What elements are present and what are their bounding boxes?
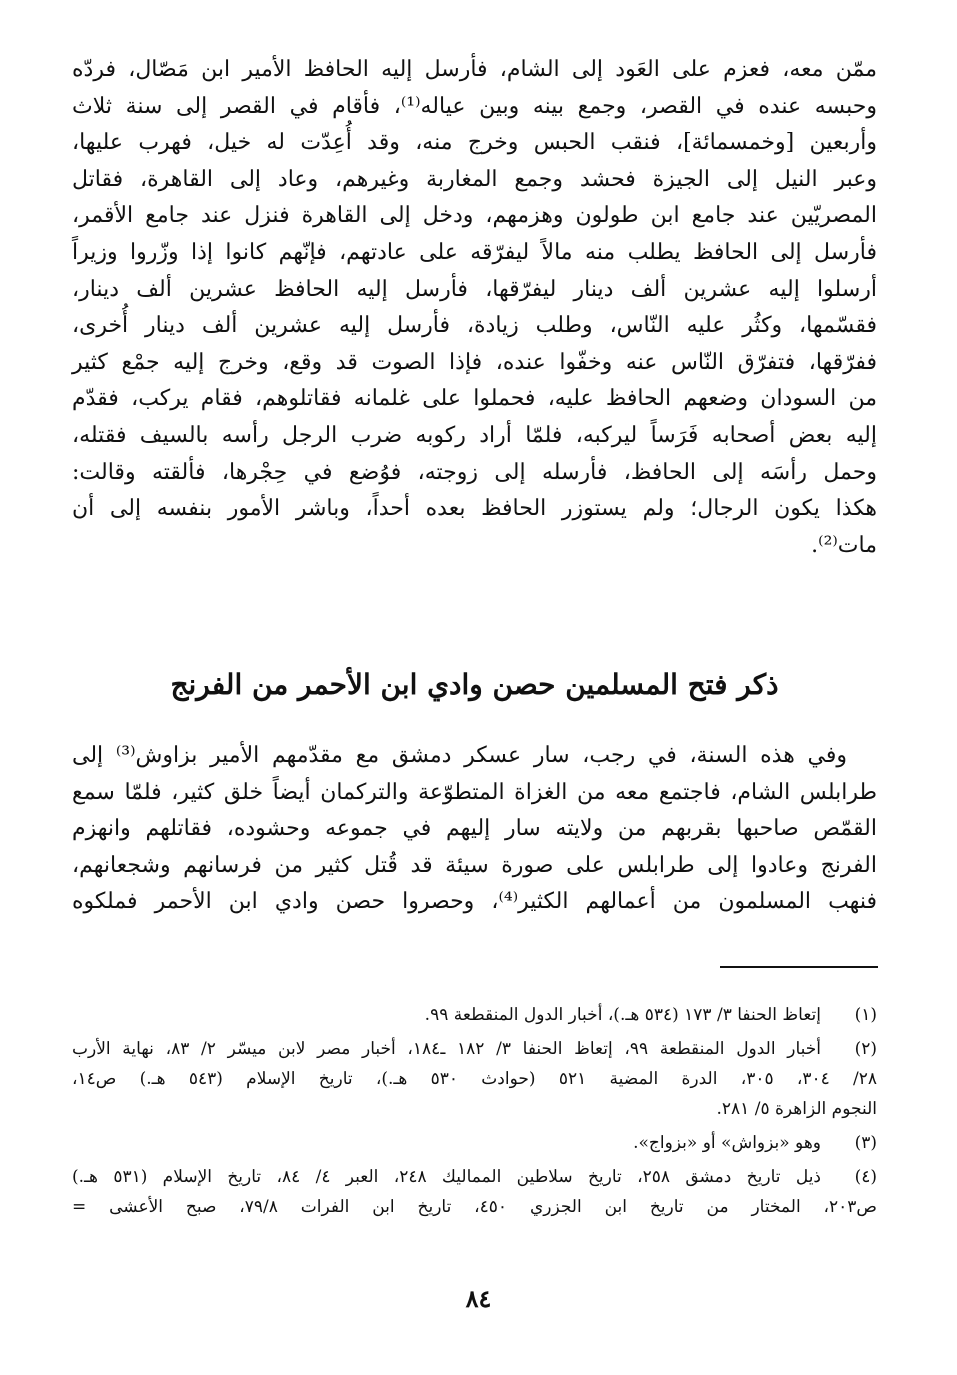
footnote — [72, 1128, 877, 1158]
section-heading: ذكر فتح المسلمين حصن وادي ابن الأحمر من الفرنج — [170, 668, 779, 701]
text-line: المصريّين عند جامع ابن طولون وهزمهم، ودخل إلى القاهرة فنزل عند جامع الأقمر، — [72, 203, 877, 229]
body-paragraph-2 — [72, 738, 877, 921]
footnote-line: وهو «بزواش» أو «بزواج». — [633, 1133, 821, 1153]
footnote-line: ٢٨/ ٣٠٤، ٣٠٥، الدرة المضية ٥٢١ (حوادث ٥٣٠ هـ.)، تاريخ الإسلام (٥٤٣ هـ.) ص١٤، — [72, 1069, 878, 1089]
text-line: مات⁽²⁾. — [811, 532, 877, 558]
text-line: وفي هذه السنة، في رجب، سار عسكر دمشق مع مقدّمهم الأمير بزاوش⁽³⁾ إلى — [72, 743, 847, 768]
footnote-line: ذيل تاريخ دمشق ٢٥٨، تاريخ سلاطين المماليك ٢٤٨، العبر ٤/ ٨٤، تاريخ الإسلام (٥٣١ هـ.) — [72, 1167, 821, 1187]
footnote — [72, 1162, 877, 1222]
text-line: ففرّقها، فتفرّق النّاس عنه وخفّوا عنده، فإذا الصوت قد وقع، وخرج إليه جمْع كثير — [72, 349, 877, 375]
text-line: هكذا يكون الرجال؛ ولم يستوزر الحافظ بعده أحداً، وباشر الأمور بنفسه إلى أن — [72, 496, 877, 522]
footnote-separator — [720, 966, 878, 968]
footnote-text — [72, 1034, 878, 1124]
text-line: ممّن معه، فعزم على العَود إلى الشام، فأرسل إليه الحافظ الأمير ابن مَصّال، فردّه — [72, 57, 877, 82]
text-line: من السودان وضعهم الحافظ عليه، فحملوا على غلمانه فقاتلوهم، فقام يركب، فقدّم — [72, 386, 877, 412]
footnote-number: (٣) — [854, 1133, 877, 1153]
footnote — [72, 1034, 877, 1124]
footnote-line: ص٢٠٣، المختار من تاريخ ابن الجزري ٤٥٠، تاريخ ابن الفرات ٧٩/٨، صبح الأعشى = — [72, 1197, 877, 1217]
text-line: وأربعين [وخمسمائة]، فنقب الحبس وخرج منه، وقد أُعِدّت له خيل، فهرب عليها، — [72, 130, 877, 156]
text-line: طرابلس الشام، فاجتمع معه من الغزاة المتطوّعة والتركمان أيضاً خلق كثير، فلمّا سمع — [72, 779, 877, 805]
footnote — [72, 1000, 877, 1030]
footnote-line: إتعاظ الحنفا ٣/ ١٧٣ (٥٣٤ هـ.)، أخبار الدول المنقطعة ٩٩. — [424, 1005, 821, 1025]
footnote-text — [72, 1000, 821, 1030]
page-number: ٨٤ — [465, 1284, 492, 1313]
text-line: الفرنج وعادوا إلى طرابلس على صورة سيئة قد قُتل كثير من فرسانهم وشجعانهم، — [72, 852, 877, 878]
footnote-text — [72, 1162, 877, 1222]
text-line: أرسلوا إليه عشرين ألف دينار ليفرّقها، فأرسل إليه الحافظ عشرين ألف دينار، — [72, 276, 877, 302]
footnote-text — [72, 1128, 821, 1158]
footnote-number: (١) — [854, 1005, 877, 1025]
footnote-number: (٤) — [854, 1167, 877, 1187]
text-line: إليه بعض أصحابه فَرَساً ليركبه، فلمّا أراد ركوبه ضرب الرجل رأسه بالسيف فقتله، — [72, 422, 877, 448]
body-paragraph-1 — [72, 52, 877, 564]
footnotes — [72, 1000, 877, 1226]
text-line: القمّص صاحبها بقربهم من ولايته سار إليهم في جموعه وحشوده، فقاتلهم وانهزم — [72, 816, 877, 842]
text-line: فنهب المسلمون من أعمالهم الكثير⁽⁴⁾، وحصروا حصن وادي ابن الأحمر فملكوه — [72, 889, 877, 915]
footnote-line: النجوم الزاهرة ٥/ ٢٨١. — [716, 1099, 877, 1119]
footnote-line: أخبار الدول المنقطعة ٩٩، إتعاظ الحنفا ٣/ ١٨٢ ـ١٨٤، أخبار مصر لابن ميسّر ٢/ ٨٣، نهاية الأرب — [72, 1039, 822, 1059]
text-line: وعبر النيل إلى الجيزة فحشد وجمع المغاربة وغيرهم، وعاد إلى القاهرة، فقاتل — [72, 166, 877, 192]
text-line: فقسّمها، وكثُر عليه النّاس، وطلب زيادة، فأرسل إليه عشرين ألف دينار أُخرى، — [72, 313, 877, 339]
footnote-number: (٢) — [854, 1039, 877, 1059]
text-line: وحبسه عنده في القصر، وجمع بينه وبين عياله⁽¹⁾، فأقام في القصر إلى سنة ثلاث — [72, 93, 877, 119]
text-line: فأرسل إلى الحافظ يطلب منه مالاً ليفرّقه على عادتهم، فإنّهم كانوا إذا وزّروا وزيراً — [72, 239, 877, 265]
text-line: وحمل رأسَه إلى الحافظ، فأرسله إلى زوجته، فوُضع في حِجْرها، فألقته وقالت: — [72, 459, 877, 485]
